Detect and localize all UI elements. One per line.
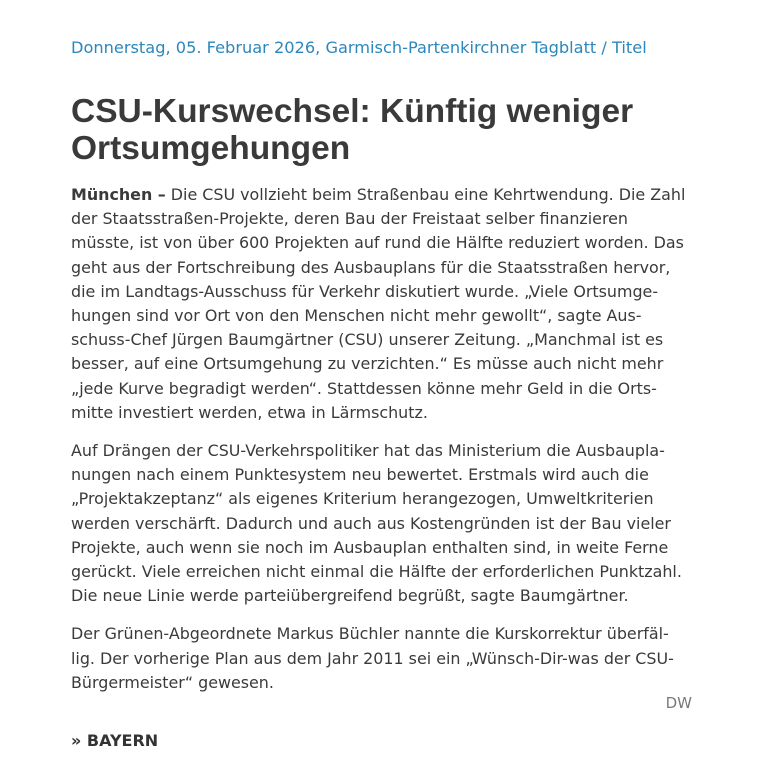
body-line: Projekte, auch wenn sie noch im Ausbauplan enthalten sind, in weite Ferne	[71, 537, 669, 557]
body-line: Auf Drängen der CSU-Verkehrspolitiker hat das Ministerium die Ausbaupla-	[71, 441, 665, 461]
section-link-bayern[interactable]: » BAYERN	[71, 731, 159, 750]
body-line: „Projektakzeptanz“ als eigenes Kriterium herangezogen, Umweltkriterien	[71, 489, 654, 509]
body-line: hungen sind vor Ort von den Menschen nicht mehr gewollt“, sagte Aus-	[71, 306, 642, 326]
paragraph-3	[71, 622, 701, 695]
body-line: Der Grünen-Abgeordnete Markus Büchler nannte die Kurskorrektur überfäl-	[71, 624, 669, 644]
body-line: werden verschärft. Dadurch und auch aus Kostengründen ist der Bau vieler	[71, 513, 671, 533]
paragraph-2	[71, 439, 701, 608]
body-line: müsste, ist von über 600 Projekten auf rund die Hälfte reduziert worden. Das	[71, 233, 684, 253]
paragraph-1	[71, 183, 701, 425]
body-line: München – Die CSU vollzieht beim Straßenbau eine Kehrtwendung. Die Zahl	[71, 185, 686, 204]
article-headline: CSU-Kurswechsel: Künftig weniger Ortsumgehungen	[71, 93, 634, 167]
body-line: Bürgermeister“ gewesen.	[71, 672, 274, 692]
body-line: nungen nach einem Punktesystem neu bewertet. Erstmals wird auch die	[71, 465, 649, 485]
body-line: Die neue Linie werde parteiübergreifend begrüßt, sagte Baumgärtner.	[71, 586, 629, 606]
dateline: München –	[71, 185, 166, 204]
body-line: besser, auf eine Ortsumgehung zu verzichten.“ Es müsse auch nicht mehr	[71, 354, 664, 374]
author-initials: DW	[665, 694, 692, 712]
body-line: gerückt. Viele erreichen nicht einmal die Hälfte der erforderlichen Punktzahl.	[71, 562, 682, 582]
body-line: die im Landtags-Ausschuss für Verkehr diskutiert wurde. „Viele Ortsumge-	[71, 281, 659, 301]
body-line: der Staatsstraßen-Projekte, deren Bau der Freistaat selber finanzieren	[71, 209, 628, 229]
body-line: mitte investiert werden, etwa in Lärmschutz.	[71, 402, 428, 422]
article-meta: Donnerstag, 05. Februar 2026, Garmisch-Partenkirchner Tagblatt / Titel	[71, 38, 647, 57]
body-line: schuss-Chef Jürgen Baumgärtner (CSU) unserer Zeitung. „Manchmal ist es	[71, 330, 664, 350]
body-line: „jede Kurve begradigt werden“. Stattdessen könne mehr Geld in die Orts-	[71, 378, 657, 398]
article-body	[71, 183, 701, 695]
body-line: geht aus der Fortschreibung des Ausbauplans für die Staatsstraßen hervor,	[71, 257, 671, 277]
body-line: lig. Der vorherige Plan aus dem Jahr 2011 sei ein „Wünsch-Dir-was der CSU-	[71, 648, 674, 668]
